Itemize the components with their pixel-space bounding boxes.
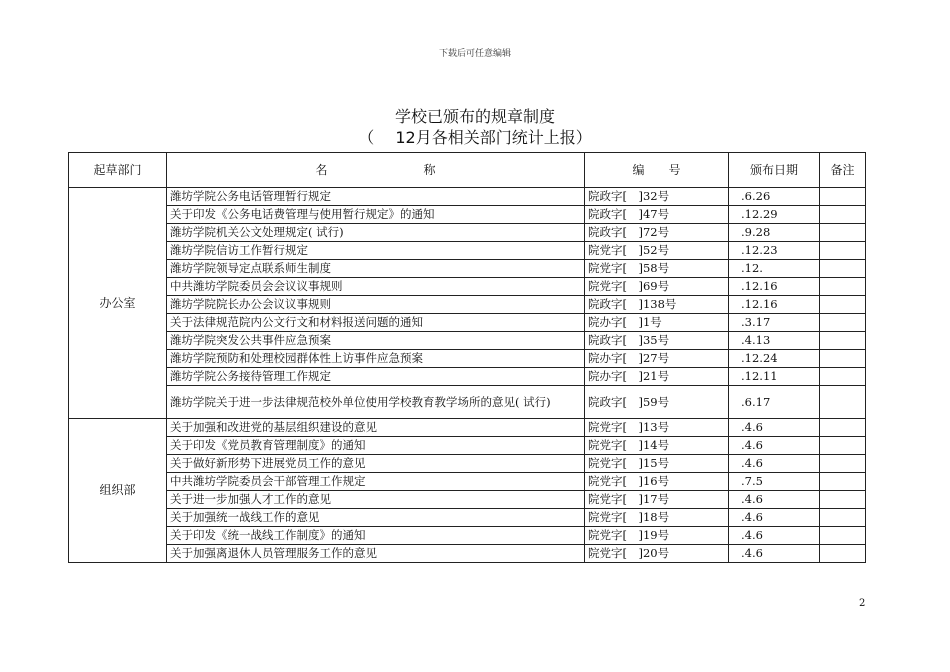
remark-cell [820,473,866,491]
document-number-cell: 院政字[ ]138号 [585,296,729,314]
document-number-cell: 院党字[ ]17号 [585,491,729,509]
remark-cell [820,509,866,527]
issue-date-cell: .6.26 [729,188,820,206]
document-title: 学校已颁布的规章制度 [394,107,555,126]
regulation-name-cell: 中共潍坊学院委员会会议议事规则 [167,278,585,296]
regulation-name-cell: 关于进一步加强人才工作的意见 [167,491,585,509]
document-number-cell: 院政字[ ]32号 [585,188,729,206]
regulation-name-cell: 关于加强和改进党的基层组织建设的意见 [167,419,585,437]
remark-cell [820,296,866,314]
issue-date-cell: .12.23 [729,242,820,260]
remark-cell [820,332,866,350]
table-row [69,296,866,314]
department-cell: 办公室 [69,188,167,419]
table-row [69,224,866,242]
regulation-name-cell: 潍坊学院关于进一步法律规范校外单位使用学校教育教学场所的意见( 试行) [167,386,585,419]
regulation-name-cell: 关于做好新形势下进展党员工作的意见 [167,455,585,473]
document-number-cell: 院政字[ ]35号 [585,332,729,350]
regulation-name-cell: 关于印发《党员教育管理制度》的通知 [167,437,585,455]
issue-date-cell: .4.6 [729,455,820,473]
regulation-name-cell: 关于印发《统一战线工作制度》的通知 [167,527,585,545]
table-row [69,419,866,437]
table-row [69,386,866,419]
column-header-dept: 起草部门 [69,153,167,188]
issue-date-cell: .4.6 [729,419,820,437]
issue-date-cell: .4.13 [729,332,820,350]
table-body [69,188,866,563]
document-number-cell: 院办字[ ]21号 [585,368,729,386]
issue-date-cell: .4.6 [729,545,820,563]
document-number-cell: 院办字[ ]27号 [585,350,729,368]
issue-date-cell: .12.11 [729,368,820,386]
regulations-table [68,152,866,563]
regulation-name-cell: 关于加强离退休人员管理服务工作的意见 [167,545,585,563]
table-row [69,473,866,491]
regulation-name-cell: 潍坊学院领导定点联系师生制度 [167,260,585,278]
document-number-cell: 院政字[ ]47号 [585,206,729,224]
issue-date-cell: .9.28 [729,224,820,242]
issue-date-cell: .12.16 [729,278,820,296]
remark-cell [820,260,866,278]
table-row [69,278,866,296]
page-number: 2 [859,598,866,609]
regulation-name-cell: 潍坊学院预防和处理校园群体性上访事件应急预案 [167,350,585,368]
table-row [69,545,866,563]
remark-cell [820,491,866,509]
document-number-cell: 院党字[ ]16号 [585,473,729,491]
document-number-cell: 院党字[ ]18号 [585,509,729,527]
document-number-cell: 院党字[ ]52号 [585,242,729,260]
issue-date-cell: .12.16 [729,296,820,314]
regulation-name-cell: 潍坊学院机关公文处理规定( 试行) [167,224,585,242]
table-row [69,455,866,473]
regulation-name-cell: 潍坊学院信访工作暂行规定 [167,242,585,260]
document-number-cell: 院党字[ ]15号 [585,455,729,473]
issue-date-cell: .4.6 [729,491,820,509]
table-row [69,332,866,350]
column-header-number: 编 号 [585,153,729,188]
regulation-name-cell: 关于印发《公务电话费管理与使用暂行规定》的通知 [167,206,585,224]
issue-date-cell: .4.6 [729,509,820,527]
regulation-name-cell: 潍坊学院突发公共事件应急预案 [167,332,585,350]
issue-date-cell: .6.17 [729,386,820,419]
remark-cell [820,314,866,332]
table-row [69,368,866,386]
remark-cell [820,350,866,368]
document-number-cell: 院政字[ ]72号 [585,224,729,242]
document-number-cell: 院党字[ ]19号 [585,527,729,545]
table-header-row [69,153,866,188]
document-number-cell: 院党字[ ]20号 [585,545,729,563]
table-row [69,509,866,527]
table-row [69,188,866,206]
document-subtitle: （ 12月各相关部门统计上报） [358,128,592,147]
remark-cell [820,437,866,455]
document-number-cell: 院办字[ ]1号 [585,314,729,332]
issue-date-cell: .12.24 [729,350,820,368]
issue-date-cell: .4.6 [729,437,820,455]
table-row [69,314,866,332]
document-number-cell: 院党字[ ]14号 [585,437,729,455]
issue-date-cell: .12.29 [729,206,820,224]
regulation-name-cell: 潍坊学院公务电话管理暂行规定 [167,188,585,206]
regulation-name-cell: 中共潍坊学院委员会干部管理工作规定 [167,473,585,491]
document-number-cell: 院党字[ ]58号 [585,260,729,278]
regulation-name-cell: 潍坊学院院长办公会议议事规则 [167,296,585,314]
issue-date-cell: .12. [729,260,820,278]
table-row [69,491,866,509]
column-header-date: 颁布日期 [729,153,820,188]
column-header-name: 名 称 [167,153,585,188]
remark-cell [820,224,866,242]
document-number-cell: 院党字[ ]69号 [585,278,729,296]
remark-cell [820,386,866,419]
issue-date-cell: .4.6 [729,527,820,545]
remark-cell [820,188,866,206]
remark-cell [820,206,866,224]
table-row [69,350,866,368]
column-header-remark: 备注 [820,153,866,188]
remark-cell [820,545,866,563]
table-row [69,527,866,545]
remark-cell [820,368,866,386]
regulation-name-cell: 关于法律规范院内公文行文和材料报送问题的通知 [167,314,585,332]
regulation-name-cell: 潍坊学院公务接待管理工作规定 [167,368,585,386]
table-row [69,206,866,224]
remark-cell [820,419,866,437]
document-number-cell: 院党字[ ]13号 [585,419,729,437]
remark-cell [820,278,866,296]
document-number-cell: 院政字[ ]59号 [585,386,729,419]
header-note: 下载后可任意编辑 [438,49,511,59]
table-row [69,260,866,278]
issue-date-cell: .7.5 [729,473,820,491]
remark-cell [820,455,866,473]
department-cell: 组织部 [69,419,167,563]
table-row [69,242,866,260]
remark-cell [820,242,866,260]
regulation-name-cell: 关于加强统一战线工作的意见 [167,509,585,527]
table-row [69,437,866,455]
issue-date-cell: .3.17 [729,314,820,332]
remark-cell [820,527,866,545]
